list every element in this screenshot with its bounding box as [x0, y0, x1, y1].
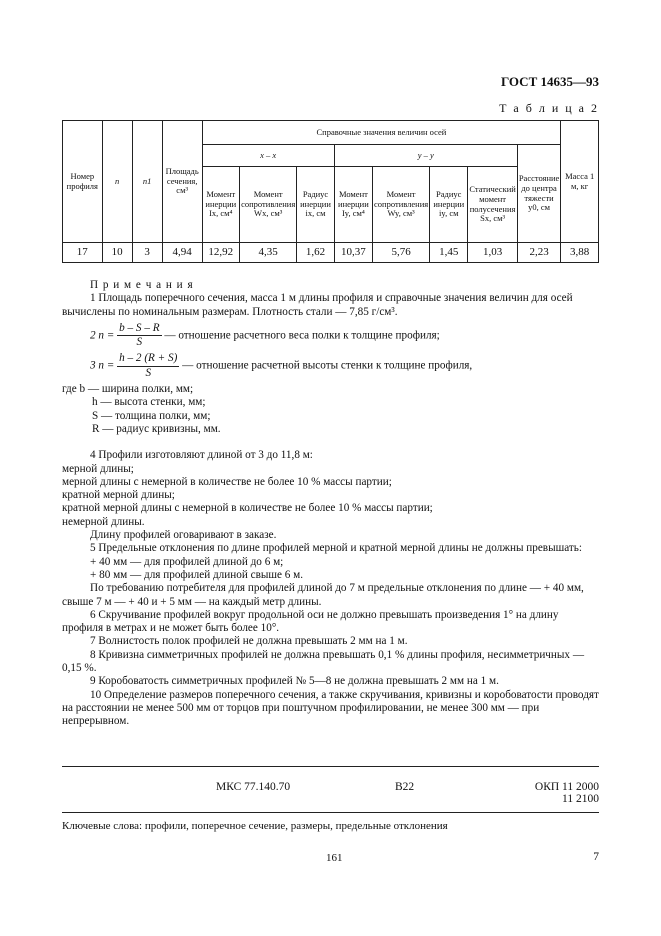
cell-sx: 1,03	[468, 243, 517, 263]
note-4-line: кратной мерной длины;	[62, 489, 175, 502]
note-4: 4 Профили изготовляют длиной от 3 до 11,8 м:	[90, 449, 313, 462]
header-n1: n1	[132, 121, 162, 243]
note-9: 9 Коробоватость симметричных профилей № 5—8 не должна превышать 2 мм на 1 м.	[90, 675, 499, 688]
note-4-line: Длину профилей оговаривают в заказе.	[90, 529, 277, 542]
note-5b: + 80 мм — для профилей длиной свыше 6 м.	[90, 568, 304, 581]
header-profile: Номер профиля	[63, 121, 103, 243]
header-mass: Масса 1 м, кг	[561, 121, 599, 243]
header-distance: Расстояние до центра тяжести y0, см	[517, 145, 561, 243]
note-1: 1 Площадь поперечного сечения, масса 1 м длины профиля и справочные значения величин для осей вычислены по номинальным размерам. Плотность стали — 7,85 г/см³.	[62, 292, 573, 318]
note-8: 8 Кривизна симметричных профилей не должна превышать 0,1 % длины профиля, несимметричных — 0,15 %.	[62, 648, 585, 675]
note-4-line: кратной мерной длины с немерной в количестве не более 10 % массы партии;	[62, 502, 433, 515]
header-iy-radius: Радиус инерции iy, см	[430, 167, 468, 243]
cell-profile: 17	[63, 243, 103, 263]
cell-iy-radius: 1,45	[430, 243, 468, 263]
note-5: 5 Предельные отклонения по длине профилей мерной и кратной мерной длины не должны превышать:	[90, 542, 582, 555]
note-7: 7 Волнистость полок профилей не должна превышать 2 мм на 1 м.	[90, 635, 408, 648]
note-6: 6 Скручивание профилей вокруг продольной оси не должно превышать произведения 1° на длину профиля в метрах и не может быть более 10°.	[62, 608, 559, 635]
okp-code: ОКП 11 2000 11 2100	[534, 781, 599, 805]
b-code: В22	[395, 781, 415, 793]
footer-divider	[62, 766, 599, 767]
mks-code: МКС 77.140.70	[216, 781, 291, 793]
header-wy: Момент сопротивления Wy, см³	[373, 167, 430, 243]
header-wx: Момент сопротивления Wx, см³	[240, 167, 297, 243]
note-4-line: мерной длины;	[62, 462, 134, 475]
table-row	[63, 243, 599, 263]
where-line-2: h — высота стенки, мм;	[92, 396, 206, 409]
header-axis-xx: x – x	[202, 145, 334, 167]
note-5c: По требованию потребителя для профилей длиной до 7 м предельные отклонения по длине — + 40 мм, свыше 7 м — + 40 и + 5 мм — на каждый метр длины.	[62, 582, 584, 608]
notes-heading: П р и м е ч а н и я	[90, 279, 194, 291]
note-4-line: немерной длины.	[62, 515, 145, 528]
header-ix-radius: Радиус инерции ix, см	[297, 167, 335, 243]
where-line-3: S — толщина полки, мм;	[92, 409, 211, 422]
keywords: Ключевые слова: профили, поперечное сечение, размеры, предельные отклонения	[62, 820, 448, 832]
header-area: Площадь сечения, см³	[162, 121, 202, 243]
formula-n: $\frac{b - S - R}{S}$	[119, 321, 160, 349]
note-10: 10 Определение размеров поперечного сечения, а также скручивания, кривизны и коробоватости проводят на расстоянии не менее 500 мм от торцов при поштучном профилировании, не менее 300 мм — при непрерывном.	[62, 688, 599, 728]
page-number: 7	[593, 851, 599, 863]
header-n: n	[102, 121, 132, 243]
table-label: Т а б л и ц а 2	[499, 101, 599, 115]
footer-divider	[62, 812, 599, 813]
formula-n1: $\frac{h - 2 (R + S)}{S}$	[119, 352, 178, 379]
cell-area: 4,94	[162, 243, 202, 263]
note-2: 2 n = $\frac{b - S - R}{S}$ — отношение расчетного веса полки к толщине профиля;	[90, 321, 440, 349]
note-5a: + 40 мм — для профилей длиной до 6 м;	[90, 555, 284, 568]
header-ix-moment: Момент инерции Ix, см⁴	[202, 167, 240, 243]
notes-continued	[62, 449, 599, 728]
cell-distance: 2,23	[517, 243, 561, 263]
header-iy-moment: Момент инерции Iy, см⁴	[334, 167, 372, 243]
cell-wx: 4,35	[240, 243, 297, 263]
cell-iy-moment: 10,37	[334, 243, 372, 263]
cell-n1: 3	[132, 243, 162, 263]
cell-n: 10	[102, 243, 132, 263]
cell-ix-radius: 1,62	[297, 243, 335, 263]
header-sx: Статический момент полусечения Sx, см³	[468, 167, 517, 243]
note-4-line: мерной длины с немерной в количестве не более 10 % массы партии;	[62, 475, 392, 488]
page-number-center: 161	[326, 852, 343, 864]
header-ref-values: Справочные значения величин осей	[202, 121, 561, 145]
cell-mass: 3,88	[561, 243, 599, 263]
cell-ix-moment: 12,92	[202, 243, 240, 263]
document-code: ГОСТ 14635—93	[500, 74, 599, 89]
where-line-1: где b — ширина полки, мм;	[62, 383, 194, 396]
note-3: 3 n = $\frac{h - 2 (R + S)}{S}$ — отношение расчетной высоты стенки к толщине профиля,	[90, 352, 473, 379]
header-axis-yy: y – y	[334, 145, 517, 167]
spec-table	[62, 120, 599, 263]
where-line-4: R — радиус кривизны, мм.	[92, 422, 221, 435]
notes-section	[62, 279, 599, 729]
cell-wy: 5,76	[373, 243, 430, 263]
